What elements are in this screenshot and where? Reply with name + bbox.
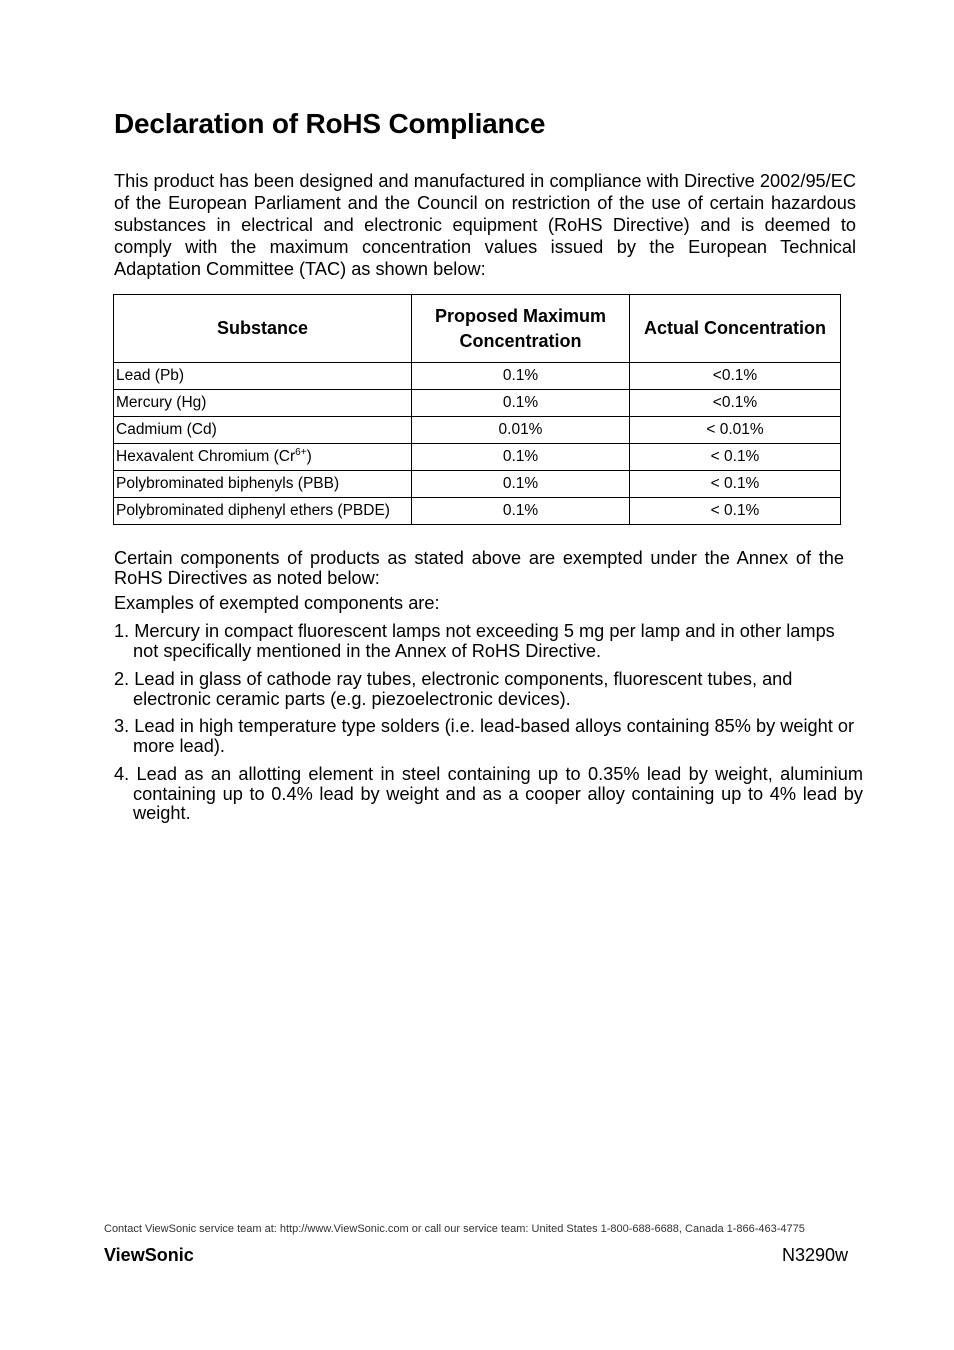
cell-proposed: 0.01% [412,417,630,444]
cell-proposed: 0.1% [412,471,630,498]
exemption-item: 1. Mercury in compact fluorescent lamps not exceeding 5 mg per lamp and in other lamps not specifically mentioned in the Annex of RoHS Directive. [114,621,835,661]
header-substance: Substance [114,295,412,363]
substance-name: Hexavalent Chromium (Cr [116,448,296,465]
header-proposed-max: Proposed Maximum Concentration [412,295,630,363]
substance-superscript: 6+ [295,446,307,458]
cell-substance: Polybrominated diphenyl ethers (PBDE) [114,498,412,525]
model-number: N3290w [781,1245,848,1265]
cell-proposed: 0.1% [412,498,630,525]
exemption-note: Certain components of products as stated above are exempted under the Annex of the RoHS Directives as noted below: [114,548,844,588]
rohs-table [113,294,841,525]
intro-paragraph: This product has been designed and manufactured in compliance with Directive 2002/95/EC of the European Parliament and the Council on restriction of the use of certain hazardous substances in electrical and electronic equipment (RoHS Directive) and is deemed to comply with the maximum concentration values issued by the European Technical Adaptation Committee (TAC) as shown below: [114,171,856,279]
table-row [114,444,841,471]
exemption-item: 2. Lead in glass of cathode ray tubes, electronic components, fluorescent tubes, and electronic ceramic parts (e.g. piezoelectronic devices). [114,669,793,709]
table-row [114,498,841,525]
cell-proposed: 0.1% [412,390,630,417]
substance-suffix: ) [306,448,312,465]
table-row [114,417,841,444]
table-row [114,390,841,417]
exemption-item: 4. Lead as an allotting element in steel containing up to 0.35% lead by weight, aluminium containing up to 0.4% lead by weight and as a cooper alloy containing up to 4% lead by weight. [114,764,863,823]
cell-actual: <0.1% [630,390,841,417]
cell-proposed: 0.1% [412,363,630,390]
cell-substance: Cadmium (Cd) [114,417,412,444]
brand-name: ViewSonic [104,1245,194,1265]
table-row [114,471,841,498]
exemption-item: 3. Lead in high temperature type solders (i.e. lead-based alloys containing 85% by weight or more lead). [114,716,855,756]
cell-substance [114,444,412,471]
cell-actual: < 0.1% [630,444,841,471]
table-header-row [114,295,841,363]
cell-substance: Lead (Pb) [114,363,412,390]
cell-actual: <0.1% [630,363,841,390]
examples-heading: Examples of exempted components are: [114,593,440,613]
cell-actual: < 0.1% [630,498,841,525]
cell-proposed: 0.1% [412,444,630,471]
table-row [114,363,841,390]
header-actual: Actual Concentration [630,295,841,363]
footer-contact: Contact ViewSonic service team at: http://www.ViewSonic.com or call our service team: United States 1-800-688-6688, Canada 1-866-463-4775 [104,1223,805,1235]
page-title: Declaration of RoHS Compliance [114,108,546,139]
cell-substance: Polybrominated biphenyls (PBB) [114,471,412,498]
cell-actual: < 0.01% [630,417,841,444]
cell-substance: Mercury (Hg) [114,390,412,417]
cell-actual: < 0.1% [630,471,841,498]
